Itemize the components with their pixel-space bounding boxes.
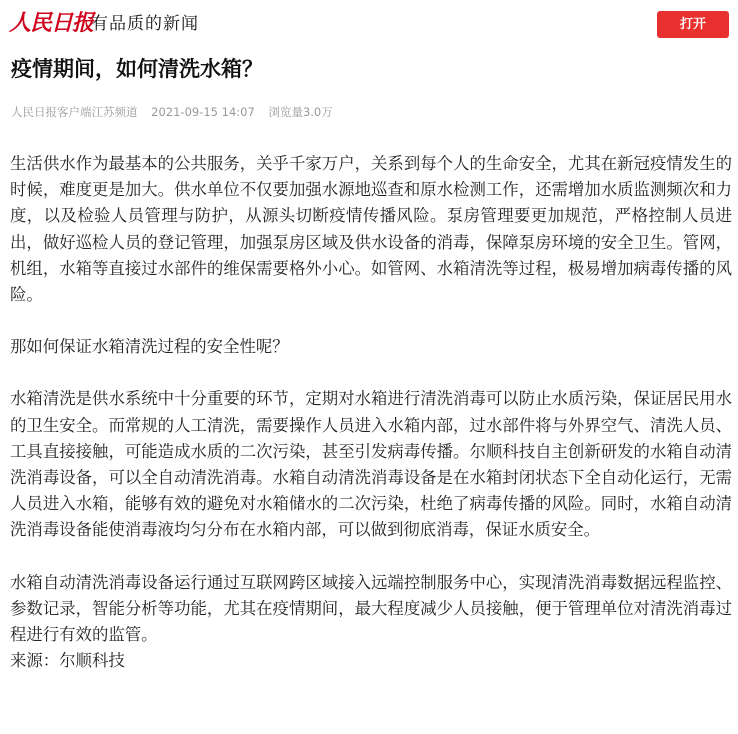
article-meta (11, 103, 343, 121)
article-paragraph: 那如何保证水箱清洗过程的安全性呢？ (10, 337, 289, 357)
top-bar (0, 0, 738, 50)
header-slogan: 有品质的新闻 (91, 14, 199, 34)
article-body (10, 151, 732, 674)
article-views: 浏览量3.0万 (268, 105, 333, 119)
open-app-button[interactable]: 打开 (657, 11, 729, 38)
article-source[interactable]: 人民日报客户端江苏频道 (11, 105, 138, 119)
article-source-credit: 来源：尔顺科技 (10, 651, 125, 671)
article-date: 2021-09-15 14:07 (151, 105, 255, 119)
article-title: 疫情期间，如何清洗水箱？ (11, 57, 263, 81)
article-paragraph: 生活供水作为最基本的公共服务，关乎千家万户，关系到每个人的生命安全，尤其在新冠疫情发生的时候，难度更是加大。供水单位不仅要加强水源地巡查和原水检测工作，还需增加水质监测频次和力度，以及检验人员管理与防护，从源头切断疫情传播风险。泵房管理要更加规范，严格控制人员进出，做好巡检人员的登记管理，加强泵房区域及供水设备的消毒，保障泵房环境的安全卫生。管网，机组，水箱等直接过水部件的维保需要格外小心。如管网、水箱清洗等过程，极易增加病毒传播的风险。 (10, 154, 732, 305)
peoples-daily-logo[interactable]: 人民日报 (9, 10, 94, 36)
article-paragraph: 水箱清洗是供水系统中十分重要的环节，定期对水箱进行清洗消毒可以防止水质污染，保证居民用水的卫生安全。而常规的人工清洗，需要操作人员进入水箱内部，过水部件将与外界空气、清洗人员、工具直接接触，可能造成水质的二次污染，甚至引发病毒传播。尔顺科技自主创新研发的水箱自动清洗消毒设备，可以全自动清洗消毒。水箱自动清洗消毒设备是在水箱封闭状态下全自动化运行，无需人员进入水箱，能够有效的避免对水箱储水的二次污染，杜绝了病毒传播的风险。同时，水箱自动清洗消毒设备能使消毒液均匀分布在水箱内部，可以做到彻底消毒，保证水质安全。 (10, 389, 732, 540)
article-paragraph: 水箱自动清洗消毒设备运行通过互联网跨区域接入远端控制服务中心，实现清洗消毒数据远程监控、参数记录，智能分析等功能，尤其在疫情期间，最大程度减少人员接触，便于管理单位对清洗消毒过程进行有效的监管。 (10, 572, 732, 645)
